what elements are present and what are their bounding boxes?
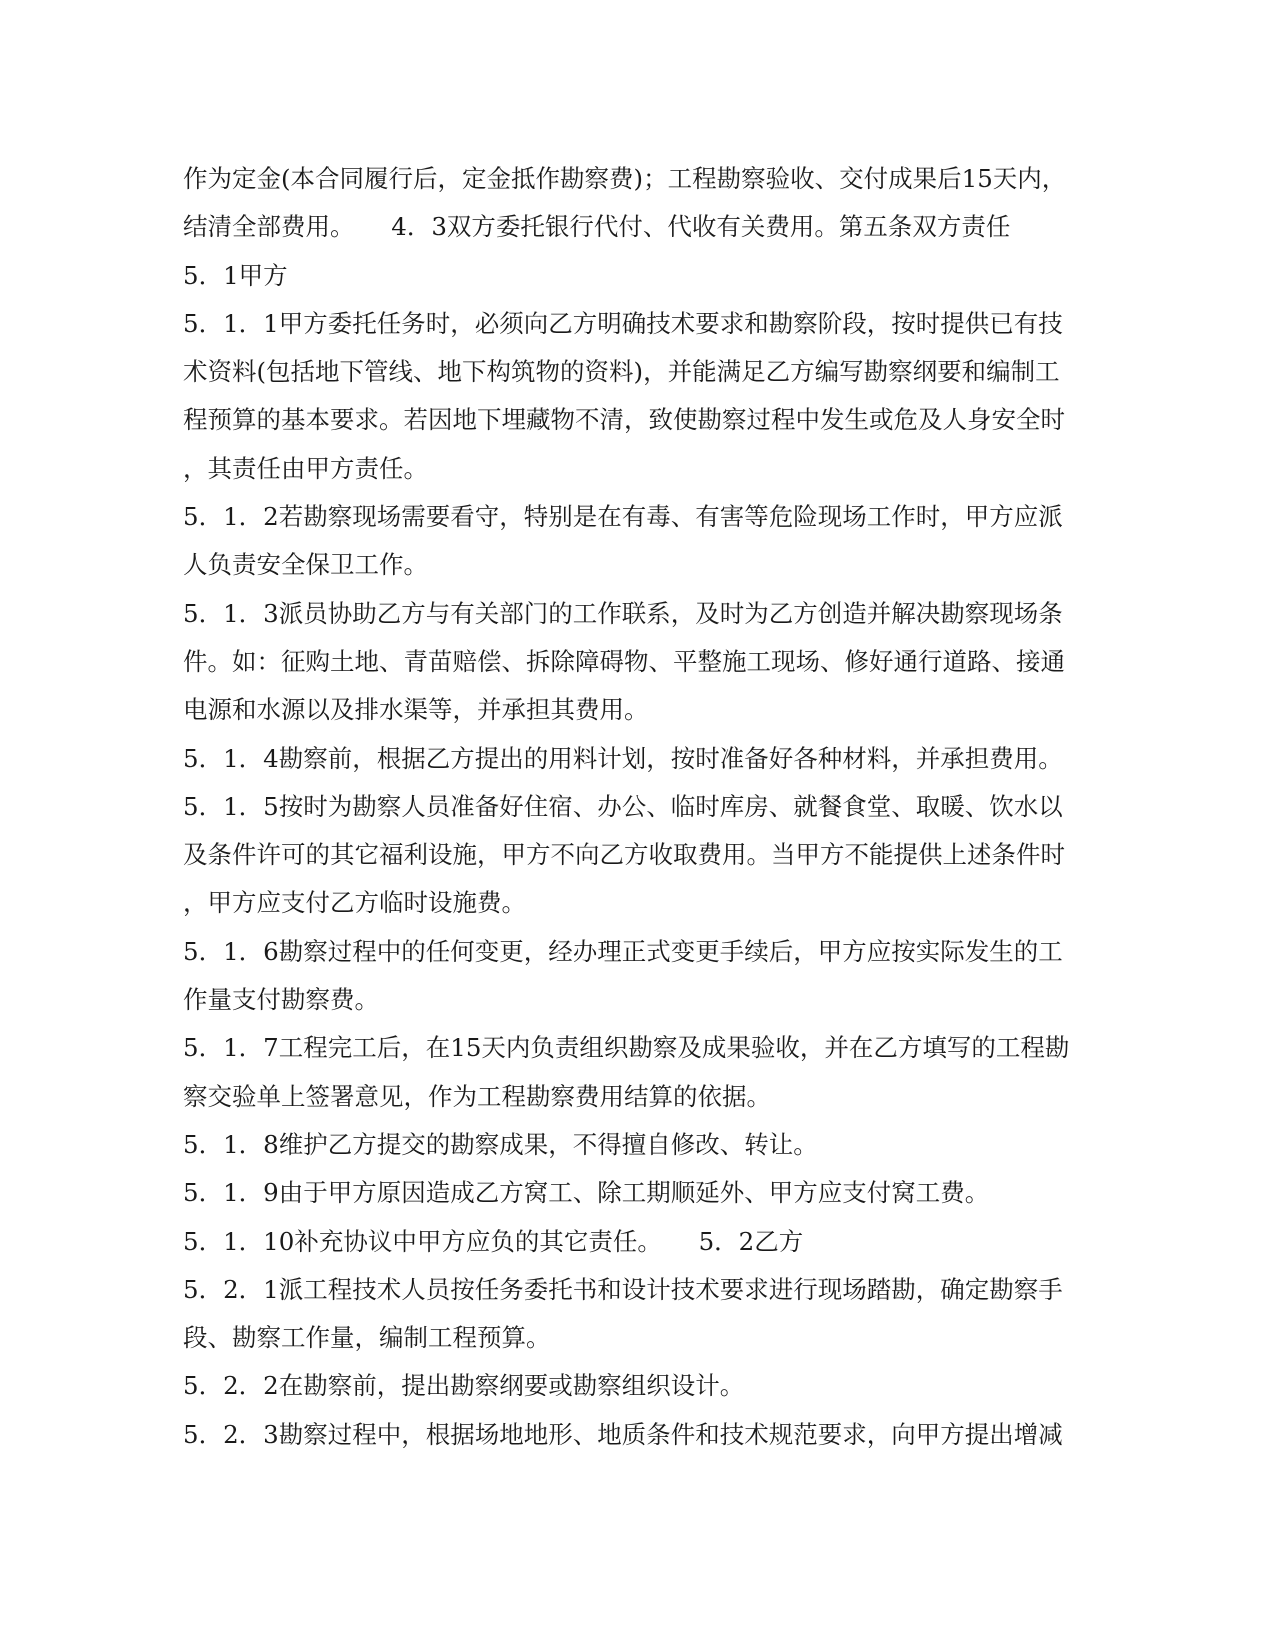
contract-body-text	[183, 155, 1083, 1459]
text-line: 5．2．1派工程技术人员按任务委托书和设计技术要求进行现场踏勘，确定勘察手	[183, 1274, 1063, 1304]
text-line: 5．1．1甲方委托任务时，必须向乙方明确技术要求和勘察阶段，按时提供已有技	[183, 308, 1063, 338]
text-line: 及条件许可的其它福利设施，甲方不向乙方收取费用。当甲方不能提供上述条件时	[183, 840, 1065, 870]
text-line: 作量支付勘察费。	[183, 985, 379, 1015]
text-line: 术资料(包括地下管线、地下构筑物的资料)，并能满足乙方编写勘察纲要和编制工	[183, 357, 1060, 387]
text-line: 5．1．9由于甲方原因造成乙方窝工、除工期顺延外、甲方应支付窝工费。	[183, 1178, 990, 1208]
text-line: 5．1．8维护乙方提交的勘察成果，不得擅自修改、转让。	[183, 1129, 818, 1159]
text-line: ，甲方应支付乙方临时设施费。	[183, 888, 526, 918]
text-line: 5．1．2若勘察现场需要看守，特别是在有毒、有害等危险现场工作时，甲方应派	[183, 502, 1063, 532]
text-line: 5．2．3勘察过程中，根据场地地形、地质条件和技术规范要求，向甲方提出增减	[183, 1419, 1063, 1449]
text-line: 件。如：征购土地、青苗赔偿、拆除障碍物、平整施工现场、修好通行道路、接通	[183, 646, 1065, 676]
text-line: ，其责任由甲方责任。	[183, 453, 428, 483]
text-line: 5．1．7工程完工后，在15天内负责组织勘察及成果验收，并在乙方填写的工程勘	[183, 1033, 1070, 1063]
text-line: 5．1甲方	[183, 260, 288, 290]
text-line: 段、勘察工作量，编制工程预算。	[183, 1323, 551, 1353]
text-line: 5．1．10补充协议中甲方应负的其它责任。 5．2乙方	[183, 1226, 804, 1256]
text-line: 5．1．5按时为勘察人员准备好住宿、办公、临时库房、就餐食堂、取暖、饮水以	[183, 791, 1063, 821]
text-line: 人负责安全保卫工作。	[183, 550, 428, 580]
text-line: 5．1．4勘察前，根据乙方提出的用料计划，按时准备好各种材料，并承担费用。	[183, 743, 1063, 773]
text-line: 察交验单上签署意见，作为工程勘察费用结算的依据。	[183, 1081, 771, 1111]
text-line: 5．2．2在勘察前，提出勘察纲要或勘察组织设计。	[183, 1371, 745, 1401]
text-line: 作为定金(本合同履行后，定金抵作勘察费)；工程勘察验收、交付成果后15天内，	[183, 164, 1067, 193]
text-line: 结清全部费用。 4．3双方委托银行代付、代收有关费用。第五条双方责任	[183, 212, 1011, 242]
text-line: 电源和水源以及排水渠等，并承担其费用。	[183, 695, 649, 725]
text-line: 程预算的基本要求。若因地下埋藏物不清，致使勘察过程中发生或危及人身安全时	[183, 405, 1065, 435]
text-line: 5．1．3派员协助乙方与有关部门的工作联系，及时为乙方创造并解决勘察现场条	[183, 598, 1063, 628]
text-line: 5．1．6勘察过程中的任何变更，经办理正式变更手续后，甲方应按实际发生的工	[183, 936, 1063, 966]
